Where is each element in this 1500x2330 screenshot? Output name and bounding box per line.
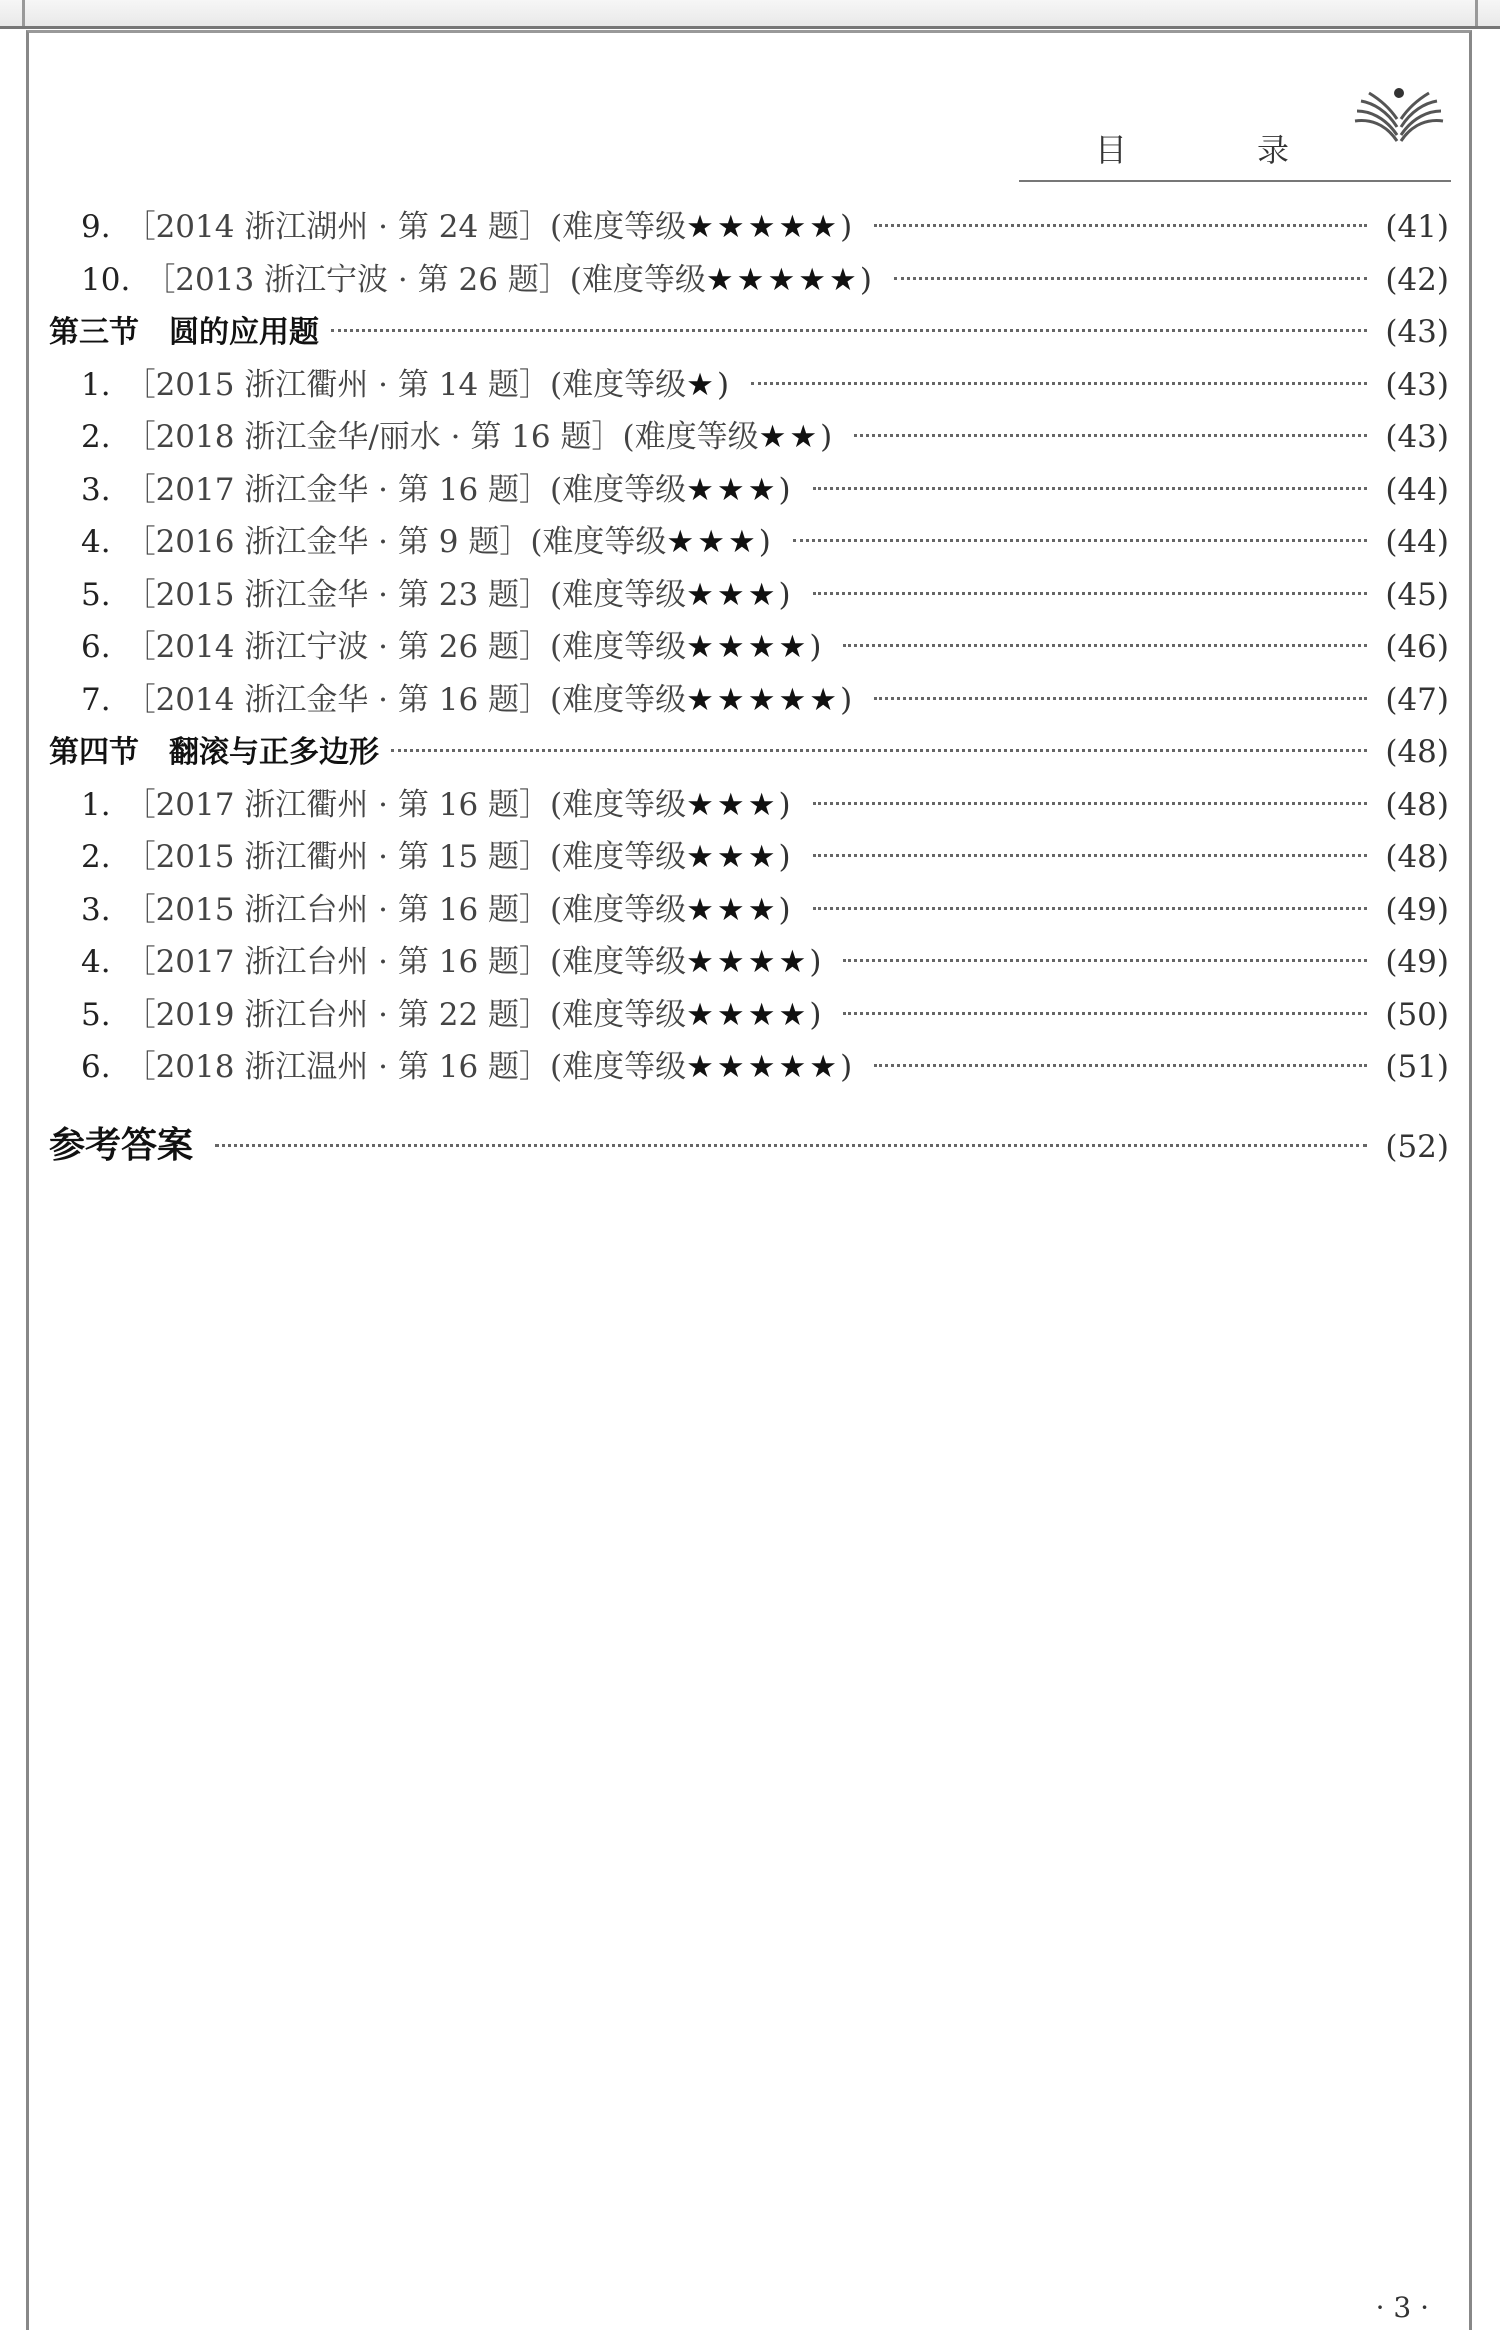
entry-label: ［2019 浙江台州 · 第 22 题］(难度等级 xyxy=(124,996,687,1033)
close-paren: ) xyxy=(716,366,730,403)
entry-page: (43) xyxy=(1385,366,1449,403)
toc-entry xyxy=(49,201,1449,254)
entry-label: ［2015 浙江衢州 · 第 14 题］(难度等级 xyxy=(124,366,687,403)
entry-number: 2. xyxy=(81,839,111,875)
close-paren: ) xyxy=(809,996,822,1033)
entry-label: ［2015 浙江台州 · 第 16 题］(难度等级 xyxy=(124,891,687,928)
header-rule xyxy=(1019,180,1451,182)
previous-page-edge xyxy=(0,0,1500,29)
close-paren: ) xyxy=(809,629,822,665)
difficulty-stars: ★★★ xyxy=(686,891,779,928)
difficulty-stars: ★★★★ xyxy=(686,944,810,980)
dot-leader xyxy=(894,277,1367,280)
dot-leader xyxy=(813,854,1368,857)
entry-label: ［2016 浙江金华 · 第 9 题］(难度等级 xyxy=(124,524,667,560)
dot-leader xyxy=(793,539,1367,542)
toc-entry xyxy=(49,621,1449,674)
difficulty-stars: ★★★★★ xyxy=(686,1049,841,1085)
page-title: 目 录 xyxy=(1094,131,1349,169)
heading-label: 第三节 圆的应用题 xyxy=(49,315,319,350)
close-paren: ) xyxy=(809,944,822,980)
entry-number: 9. xyxy=(81,209,111,245)
toc-page xyxy=(26,30,1472,2330)
entry-number: 1. xyxy=(81,366,111,403)
close-paren: ) xyxy=(778,839,791,875)
entry-number: 6. xyxy=(81,1049,111,1085)
dot-leader xyxy=(854,434,1367,437)
difficulty-stars: ★★★★★ xyxy=(686,681,841,718)
entry-label: ［2013 浙江宁波 · 第 26 题］(难度等级 xyxy=(144,261,706,298)
toc-entry xyxy=(49,831,1449,884)
entry-page: (41) xyxy=(1385,209,1449,245)
close-paren: ) xyxy=(778,576,791,613)
dot-leader xyxy=(751,382,1367,385)
entry-label: ［2015 浙江金华 · 第 23 题］(难度等级 xyxy=(124,576,687,613)
difficulty-stars: ★★★★ xyxy=(686,629,810,665)
toc-entry xyxy=(49,674,1449,727)
entry-number: 4. xyxy=(81,524,111,560)
toc-answers-heading xyxy=(49,1120,1449,1176)
dot-leader xyxy=(843,644,1367,647)
entry-number: 3. xyxy=(81,891,111,928)
entry-number: 1. xyxy=(81,786,111,823)
entry-number: 2. xyxy=(81,419,111,455)
difficulty-stars: ★★★★★ xyxy=(705,261,860,298)
dot-leader xyxy=(874,697,1367,700)
toc-entry xyxy=(49,516,1449,569)
entry-label: ［2017 浙江金华 · 第 16 题］(难度等级 xyxy=(124,471,687,508)
toc-entry xyxy=(49,569,1449,622)
toc-entry xyxy=(49,411,1449,464)
toc-entry xyxy=(49,936,1449,989)
entry-label: ［2017 浙江台州 · 第 16 题］(难度等级 xyxy=(124,944,687,980)
entry-number: 4. xyxy=(81,944,111,980)
entry-number: 7. xyxy=(81,681,111,718)
dot-leader xyxy=(843,1012,1367,1015)
entry-page: (52) xyxy=(1385,1128,1449,1165)
entry-page: (48) xyxy=(1385,786,1449,823)
toc-section-heading xyxy=(49,726,1449,779)
close-paren: ) xyxy=(840,209,853,245)
close-paren: ) xyxy=(778,786,791,823)
entry-page: (50) xyxy=(1385,996,1449,1033)
close-paren: ) xyxy=(778,471,791,508)
heading-label: 第四节 翻滚与正多边形 xyxy=(49,735,379,770)
entry-label: ［2017 浙江衢州 · 第 16 题］(难度等级 xyxy=(124,786,687,823)
entry-page: (49) xyxy=(1385,944,1449,980)
page-number: · 3 · xyxy=(1375,2291,1429,2324)
entry-number: 10. xyxy=(81,261,131,298)
dot-leader xyxy=(215,1144,1367,1147)
difficulty-stars: ★★★ xyxy=(686,839,779,875)
entry-page: (42) xyxy=(1385,261,1449,298)
dot-leader xyxy=(331,329,1367,332)
close-paren: ) xyxy=(840,681,853,718)
toc-entry xyxy=(49,1041,1449,1094)
dot-leader xyxy=(391,749,1367,752)
entry-page: (46) xyxy=(1385,629,1449,665)
toc-entry xyxy=(49,254,1449,307)
toc-entry xyxy=(49,779,1449,832)
dot-leader xyxy=(843,959,1367,962)
open-book-icon xyxy=(1351,79,1447,149)
difficulty-stars: ★★★ xyxy=(686,471,779,508)
dot-leader xyxy=(813,487,1368,490)
close-paren: ) xyxy=(758,524,771,560)
entry-label: ［2015 浙江衢州 · 第 15 题］(难度等级 xyxy=(124,839,687,875)
toc-entry xyxy=(49,359,1449,412)
toc-entry xyxy=(49,884,1449,937)
dot-leader xyxy=(813,907,1368,910)
close-paren: ) xyxy=(859,261,872,298)
close-paren: ) xyxy=(778,891,791,928)
entry-page: (51) xyxy=(1385,1049,1449,1085)
dot-leader xyxy=(813,802,1368,805)
entry-label: ［2014 浙江金华 · 第 16 题］(难度等级 xyxy=(124,681,687,718)
entry-label: ［2014 浙江湖州 · 第 24 题］(难度等级 xyxy=(124,209,687,245)
dot-leader xyxy=(813,592,1368,595)
entry-page: (44) xyxy=(1385,471,1449,508)
entry-page: (48) xyxy=(1385,734,1449,770)
entry-page: (43) xyxy=(1385,419,1449,455)
entry-label: ［2014 浙江宁波 · 第 26 题］(难度等级 xyxy=(124,629,687,665)
entry-page: (44) xyxy=(1385,524,1449,560)
dot-leader xyxy=(874,224,1367,227)
page-header xyxy=(509,63,1469,183)
entry-page: (43) xyxy=(1385,314,1449,350)
difficulty-stars: ★★★★★ xyxy=(686,209,841,245)
entry-label: ［2018 浙江金华/丽水 · 第 16 题］(难度等级 xyxy=(124,419,759,455)
difficulty-stars: ★★★ xyxy=(686,576,779,613)
entry-page: (49) xyxy=(1385,891,1449,928)
heading-label: 参考答案 xyxy=(49,1124,194,1166)
dot-leader xyxy=(874,1064,1367,1067)
difficulty-stars: ★★ xyxy=(758,419,821,455)
entry-page: (48) xyxy=(1385,839,1449,875)
difficulty-stars: ★ xyxy=(686,366,717,403)
entry-number: 5. xyxy=(81,996,111,1033)
toc-entry xyxy=(49,464,1449,517)
difficulty-stars: ★★★ xyxy=(686,786,779,823)
entry-number: 3. xyxy=(81,471,111,508)
toc-section-heading xyxy=(49,306,1449,359)
difficulty-stars: ★★★ xyxy=(666,524,759,560)
close-paren: ) xyxy=(820,419,833,455)
entry-number: 5. xyxy=(81,576,111,613)
entry-page: (45) xyxy=(1385,576,1449,613)
close-paren: ) xyxy=(840,1049,853,1085)
toc-entry xyxy=(49,989,1449,1042)
entry-label: ［2018 浙江温州 · 第 16 题］(难度等级 xyxy=(124,1049,687,1085)
entry-number: 6. xyxy=(81,629,111,665)
difficulty-stars: ★★★★ xyxy=(686,996,810,1033)
table-of-contents xyxy=(49,201,1449,1176)
entry-page: (47) xyxy=(1385,681,1449,718)
